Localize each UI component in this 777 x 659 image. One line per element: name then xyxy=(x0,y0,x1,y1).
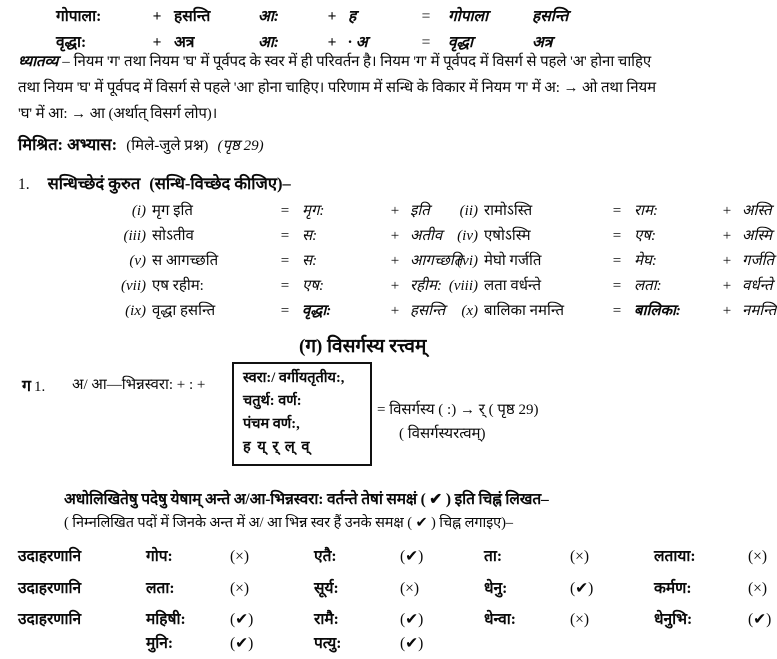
answer-mark: (✔) xyxy=(400,611,424,628)
derivation-rule-left: आ: xyxy=(258,34,280,51)
mixed-section-heading xyxy=(18,132,264,155)
item-word: सोऽतीव xyxy=(152,228,194,244)
item-part-b: इति xyxy=(410,203,430,219)
item-part-a: वृद्धा: xyxy=(302,303,332,319)
answer-word: धेनुभि: xyxy=(654,611,693,628)
item-plus: + xyxy=(390,203,400,219)
item-plus: + xyxy=(390,278,400,294)
answer-word: गोप: xyxy=(146,548,173,565)
derivation-word1: वृद्धा: xyxy=(56,34,87,51)
note-dash: – xyxy=(62,54,70,70)
derivation-word1: गोपाला: xyxy=(56,8,102,25)
derivation-equals: = xyxy=(421,8,431,25)
note-line-1 xyxy=(18,49,770,75)
item-word: मृग इति xyxy=(152,203,193,219)
item-word: लता वर्धन्ते xyxy=(484,278,542,294)
section-ga-label xyxy=(22,374,45,396)
item-equals: = xyxy=(612,303,622,319)
sandhi-row xyxy=(436,299,777,324)
rule-box-line-3: पंचम वर्ण:, xyxy=(243,416,300,432)
sandhi-row xyxy=(436,199,777,224)
rule-box-line-1: स्वरा:/ वर्गीयतृतीय:, xyxy=(243,370,345,386)
answer-row-label: उदाहरणानि xyxy=(18,580,82,597)
exercise-hindi: (सन्धि-विच्छेद कीजिए)– xyxy=(149,174,291,193)
answer-word: मुनि: xyxy=(146,635,174,652)
answer-word: पत्यु: xyxy=(314,635,342,652)
item-equals: = xyxy=(280,253,290,269)
derivation-op1: + xyxy=(152,34,162,51)
answer-mark: (×) xyxy=(400,580,420,597)
item-plus: + xyxy=(390,303,400,319)
derivation-rule-right: · अ xyxy=(348,34,368,51)
item-part-a: एष: xyxy=(302,278,324,294)
item-number: (ii) xyxy=(459,203,478,219)
item-word: बालिका नमन्ति xyxy=(484,303,565,319)
item-number: (v) xyxy=(129,253,146,269)
derivation-op1: + xyxy=(152,8,162,25)
derivation-equals: = xyxy=(421,34,431,51)
item-part-a: मेघ: xyxy=(634,253,657,269)
answer-row xyxy=(18,541,777,572)
item-number: (i) xyxy=(131,203,146,219)
item-part-b: हसन्ति xyxy=(410,303,446,319)
answer-mark: (×) xyxy=(570,611,590,628)
item-word: एषोऽस्मि xyxy=(484,228,531,244)
item-part-a: स: xyxy=(302,253,318,269)
item-part-b: अस्ति xyxy=(742,203,772,219)
mixed-section-title: मिश्रित: अभ्यास: xyxy=(18,135,118,154)
answer-word: कर्मण: xyxy=(654,580,692,597)
answer-word: लताया: xyxy=(654,548,696,565)
item-word: एष रहीम: xyxy=(152,278,204,294)
item-number: (vii) xyxy=(121,278,146,294)
answer-mark: (×) xyxy=(570,548,590,565)
answer-mark: (✔) xyxy=(230,611,254,628)
item-part-a: बालिका: xyxy=(634,303,681,319)
item-number: (iv) xyxy=(457,228,478,244)
answer-mark: (✔) xyxy=(230,635,254,652)
rule-box xyxy=(232,362,372,466)
item-part-b: गर्जति xyxy=(742,253,775,269)
item-equals: = xyxy=(612,253,622,269)
item-part-a: लता: xyxy=(634,278,662,294)
item-word: मेघो गर्जति xyxy=(484,253,542,269)
section-ga-label-bold: ग xyxy=(22,378,32,395)
answer-word: धेन्वा: xyxy=(484,611,516,628)
derivation-rule-left: आ: xyxy=(258,8,280,25)
sandhi-row xyxy=(436,249,777,274)
item-part-a: मृग: xyxy=(302,203,325,219)
item-plus: + xyxy=(390,228,400,244)
item-part-b: वर्धन्ते xyxy=(742,278,773,294)
instruction-hindi: ( निम्नलिखित पदों में जिनके अन्त में अ/ आ भिन्न स्वर हैं उनके समक्ष ( ✔ ) चिह्न लगाइए)– xyxy=(64,515,513,531)
item-number: (viii) xyxy=(448,278,478,294)
answer-mark: (×) xyxy=(748,548,768,565)
derivation-rule-right: ह xyxy=(348,8,357,25)
answer-word: धेनु: xyxy=(484,580,508,597)
exercise-1-header xyxy=(18,171,291,194)
item-number: (ix) xyxy=(125,303,146,319)
answer-word: एतै: xyxy=(314,548,337,565)
item-equals: = xyxy=(280,203,290,219)
derivation-result1: गोपाला xyxy=(448,8,489,25)
note-text-1: नियम 'ग' तथा नियम 'घ' में पूर्वपद के स्वर में ही परिवर्तन है। नियम 'ग' में पूर्वपद में विसर्ग से पहले 'अ' होना चाहिए xyxy=(73,54,652,70)
item-plus: + xyxy=(722,253,732,269)
item-part-b: अतीव xyxy=(410,228,443,244)
item-part-b: नमन्ति xyxy=(742,303,777,319)
note-line-2: तथा नियम 'घ' में पूर्वपद में विसर्ग से पहले 'आ' होना चाहिए। परिणाम में सन्धि के विकार में नियम 'ग' में अ: → ओ तथा नियम xyxy=(18,80,656,96)
item-equals: = xyxy=(612,278,622,294)
section-ga-heading: (ग) विसर्गस्य रत्त्वम् xyxy=(299,336,427,357)
item-number: (vi) xyxy=(457,253,478,269)
item-part-a: एष: xyxy=(634,228,656,244)
sandhi-row xyxy=(436,274,777,299)
rule-result-line-2: ( विसर्गस्यरत्वम्) xyxy=(399,426,486,442)
item-word: रामोऽस्ति xyxy=(484,203,533,219)
answer-word: लता: xyxy=(146,580,175,597)
derivation-word2: हसन्ति xyxy=(174,8,211,25)
answer-mark: (✔) xyxy=(748,611,772,628)
answer-row-label: उदाहरणानि xyxy=(18,611,82,628)
instruction-sanskrit: अधोलिखितेषु पदेषु येषाम् अन्ते अ/आ-भिन्नस्वरा: वर्तन्ते तेषां समक्षं ( ✔ ) इति चिह्नं लिखत– xyxy=(64,491,549,508)
exercise-title: सन्धिच्छेदं कुरुत xyxy=(47,174,141,193)
item-part-a: राम: xyxy=(634,203,658,219)
item-plus: + xyxy=(722,278,732,294)
derivation-result2: अत्र xyxy=(532,34,553,51)
item-plus: + xyxy=(722,303,732,319)
item-plus: + xyxy=(722,228,732,244)
answer-row xyxy=(18,573,777,604)
item-equals: = xyxy=(612,228,622,244)
rule-box-line-4: ह य् र् ल् व् xyxy=(243,439,311,455)
answer-mark: (✔) xyxy=(570,580,594,597)
answer-mark: (✔) xyxy=(400,548,424,565)
answer-word: ता: xyxy=(484,548,503,565)
answer-mark: (✔) xyxy=(400,635,424,652)
note-line-3: 'घ' में आ: → आ (अर्थात् विसर्ग लोप)। xyxy=(18,106,218,122)
answer-word: सूर्य: xyxy=(314,580,339,597)
derivation-row-1 xyxy=(56,4,616,30)
item-word: वृद्धा हसन्ति xyxy=(152,303,216,319)
note-label: ध्यातव्य xyxy=(18,54,59,70)
answer-word: रामै: xyxy=(314,611,339,628)
rule-result xyxy=(377,398,538,446)
derivation-word2: अत्र xyxy=(174,34,195,51)
mixed-section-page: (पृष्ठ 29) xyxy=(217,138,264,154)
item-plus: + xyxy=(390,253,400,269)
item-part-b: अस्मि xyxy=(742,228,773,244)
item-word: स आगच्छति xyxy=(152,253,219,269)
item-part-b: आगच्छति xyxy=(410,253,463,269)
item-number: (x) xyxy=(461,303,478,319)
item-equals: = xyxy=(280,228,290,244)
item-number: (iii) xyxy=(123,228,146,244)
item-equals: = xyxy=(280,278,290,294)
item-part-b: रहीम: xyxy=(410,278,442,294)
section-ga-label-num: 1. xyxy=(34,379,46,395)
derivation-op2: + xyxy=(327,8,337,25)
note-paragraph xyxy=(18,49,770,127)
answer-mark: (×) xyxy=(230,580,250,597)
sandhi-row xyxy=(436,224,777,249)
answer-mark: (×) xyxy=(748,580,768,597)
section-ga-formula: अ/ आ—भिन्नस्वरा: + : + xyxy=(72,377,206,393)
rule-box-line-2: चतुर्थ: वर्ण: xyxy=(243,393,302,409)
derivation-result1: वृद्धा xyxy=(448,34,474,51)
answer-word: महिषी: xyxy=(146,611,186,628)
rule-result-line-1: = विसर्गस्य ( :) → र् ( पृष्ठ 29) xyxy=(377,402,539,418)
answer-mark: (×) xyxy=(230,548,250,565)
derivation-result2: हसन्ति xyxy=(532,8,569,25)
answer-row xyxy=(18,628,484,659)
mixed-section-hindi: (मिले-जुले प्रश्न) xyxy=(126,138,209,154)
item-equals: = xyxy=(612,203,622,219)
exercise-number: 1. xyxy=(18,176,30,193)
item-part-a: स: xyxy=(302,228,318,244)
derivation-op2: + xyxy=(327,34,337,51)
item-equals: = xyxy=(280,303,290,319)
answer-row-label: उदाहरणानि xyxy=(18,548,82,565)
item-plus: + xyxy=(722,203,732,219)
